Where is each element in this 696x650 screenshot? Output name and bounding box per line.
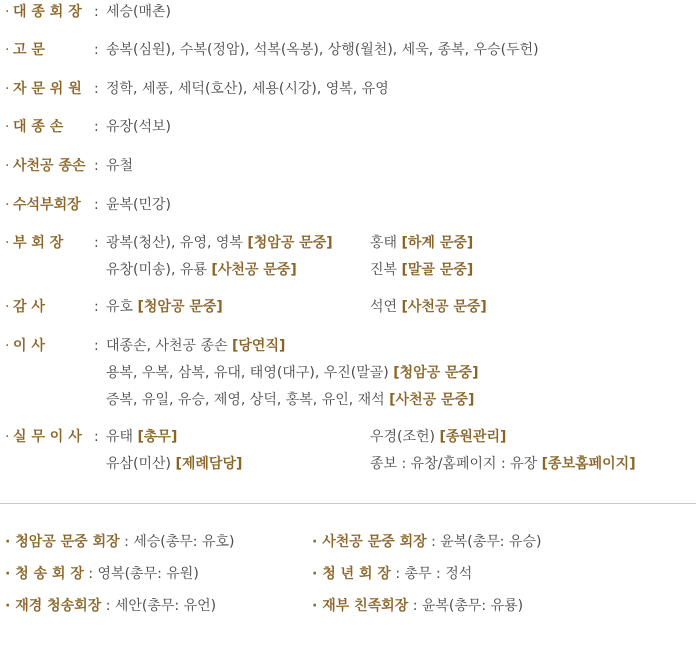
row-value: 유장(석보) [106, 119, 172, 135]
branch-chair-sacheon: · 사천공 문중 회장 : 윤복(총무: 유승) [312, 534, 542, 550]
row-value: 유삼(미산) [제례담당] [106, 456, 243, 472]
row-label: · 대 종 회 장 [5, 4, 82, 20]
row-value: 유태 [총무] [106, 429, 178, 445]
row-value: 유호 [청암공 문중] [106, 299, 223, 315]
branch-chair-busan: · 재부 친족회장 : 윤복(총무: 유룡) [312, 598, 524, 614]
row-label: · 자 문 위 원 [5, 81, 82, 97]
row-value: 유철 [106, 158, 134, 174]
row-value: 정학, 세풍, 세덕(호산), 세용(시강), 영복, 유영 [106, 81, 389, 97]
row-label: · 수석부회장 [5, 197, 81, 213]
row-value: 석연 [사천공 문중] [370, 299, 487, 315]
row-value: 세승(매촌) [106, 4, 172, 20]
row-value: 유창(미송), 유룡 [사천공 문중] [106, 262, 297, 278]
row-label: · 사천공 종손 [5, 158, 86, 174]
row-value: 증복, 유일, 유승, 제영, 상덕, 홍복, 유인, 재석 [사천공 문중] [106, 392, 475, 408]
branch-chair-youth: · 청 년 회 장 : 총무 : 정석 [312, 566, 473, 582]
row-label: · 부 회 장 [5, 235, 64, 251]
section-divider [0, 503, 696, 504]
row-value: 홍태 [하계 문중] [370, 235, 474, 251]
row-value: 진복 [말골 문중] [370, 262, 474, 278]
row-label: · 실 무 이 사 [5, 429, 82, 445]
row-label: · 고 문 [5, 42, 45, 58]
branch-chair-cheongam: · 청암공 문중 회장 : 세승(총무: 유호) [5, 534, 235, 550]
branch-chair-cheongsong: · 청 송 회 장 : 영복(총무: 유원) [5, 566, 199, 582]
row-label: · 대 종 손 [5, 119, 64, 135]
row-value: 우경(조헌) [종원관리] [370, 429, 507, 445]
row-label: · 감 사 [5, 299, 45, 315]
row-value: 대종손, 사천공 종손 [당연직] [106, 338, 286, 354]
row-value: 광복(청산), 유영, 영복 [청암공 문중] [106, 235, 333, 251]
branch-chair-seoul: · 재경 청송회장 : 세안(총무: 유언) [5, 598, 217, 614]
row-value: 송복(심원), 수복(정암), 석복(옥봉), 상행(월천), 세욱, 종복, 우승(두헌) [106, 42, 539, 58]
row-value: 윤복(민강) [106, 197, 172, 213]
row-value: 용복, 우복, 삼복, 유대, 태영(대구), 우진(말골) [청암공 문중] [106, 365, 479, 381]
row-value: 종보 : 유창/홈페이지 : 유장 [종보홈페이지] [370, 456, 636, 472]
row-label: · 이 사 [5, 338, 45, 354]
